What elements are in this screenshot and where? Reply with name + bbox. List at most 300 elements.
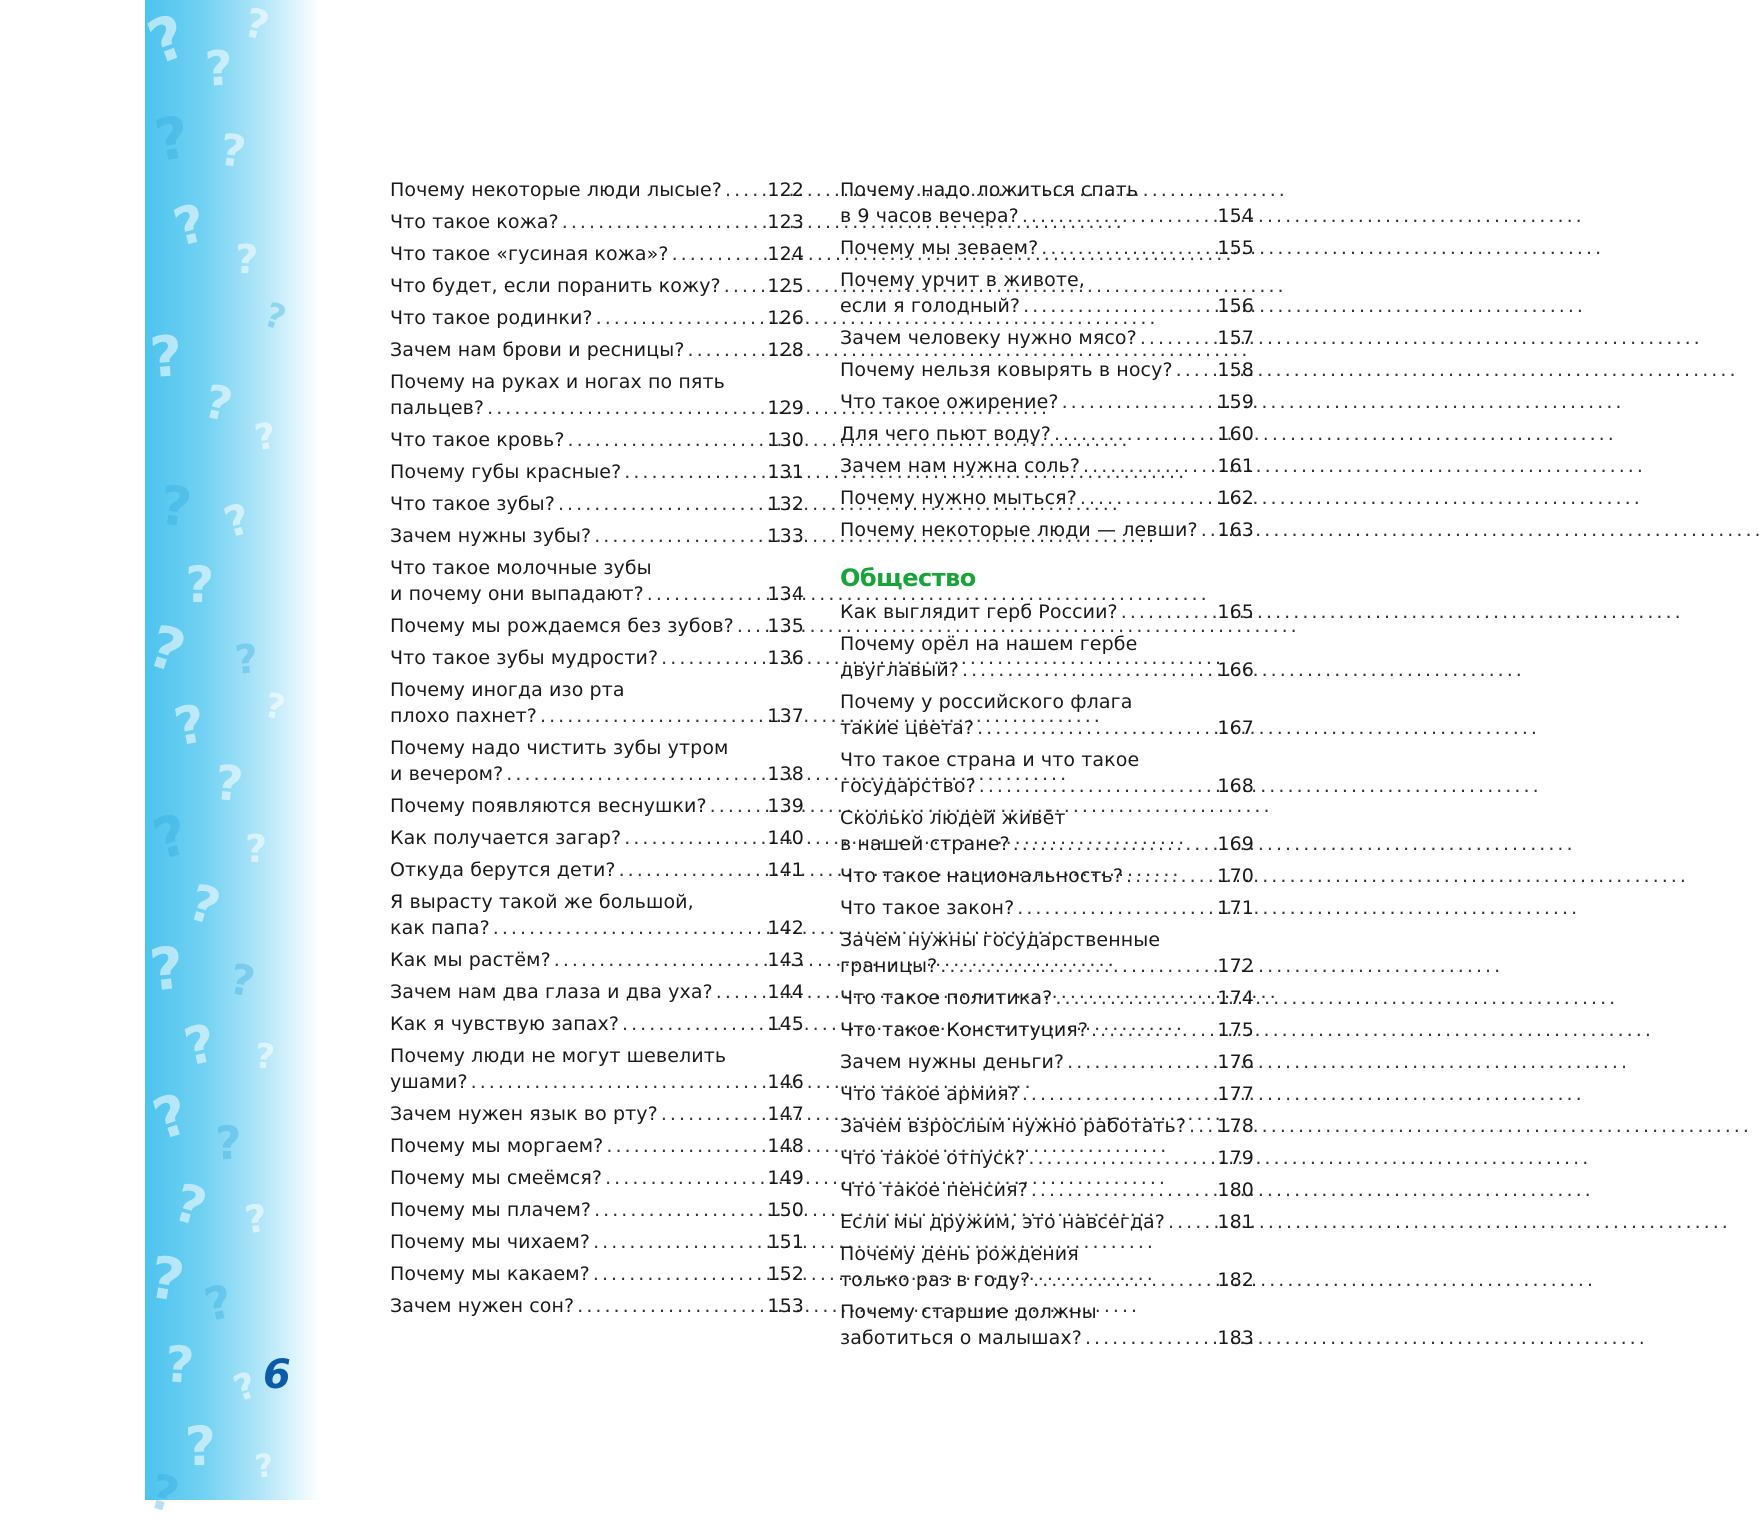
toc-entry[interactable]	[840, 927, 1254, 979]
toc-entry-title: Почему мы зеваем?	[840, 237, 1039, 259]
question-mark-icon: ?	[179, 1013, 222, 1079]
toc-entry-line	[840, 293, 1254, 319]
dot-leader	[1022, 1081, 1215, 1107]
dot-leader	[540, 703, 764, 729]
toc-entry[interactable]	[840, 389, 1254, 415]
toc-entry-title: Что такое зубы?	[390, 493, 555, 515]
toc-entry[interactable]	[390, 1229, 804, 1255]
dot-leader	[554, 947, 765, 973]
dot-leader	[1126, 863, 1214, 889]
question-mark-icon: ?	[163, 1335, 197, 1395]
question-mark-icon: ?	[203, 40, 235, 98]
toc-entry-title: Что такое «гусиная кожа»?	[390, 243, 669, 265]
toc-entry[interactable]	[840, 631, 1254, 683]
toc-entry[interactable]	[390, 273, 804, 299]
dot-leader	[737, 613, 765, 639]
toc-entry[interactable]	[390, 947, 804, 973]
toc-entry[interactable]	[390, 677, 804, 729]
toc-entry-page: 170	[1217, 865, 1254, 887]
question-mark-icon: ?	[143, 1463, 185, 1525]
toc-entry-line	[840, 421, 1254, 447]
toc-entry-page: 135	[767, 615, 804, 637]
toc-entry-title: Если мы дружим, это навсегда?	[840, 1211, 1165, 1233]
dot-leader	[1140, 325, 1215, 351]
toc-entry-page: 122	[767, 179, 804, 201]
section-title-society: Общество	[840, 564, 976, 592]
toc-entry[interactable]	[840, 421, 1254, 447]
dot-leader	[1189, 1113, 1214, 1139]
dot-leader	[594, 1197, 764, 1223]
question-mark-icon: ?	[139, 1, 196, 79]
dot-leader	[624, 459, 764, 485]
question-mark-icon: ?	[183, 1414, 218, 1479]
toc-entry[interactable]	[390, 241, 804, 267]
toc-entry-title-line: Почему орёл на нашем гербе	[840, 633, 1138, 655]
dot-leader	[725, 177, 764, 203]
toc-entry-line	[840, 985, 1254, 1011]
dot-leader	[493, 915, 765, 941]
toc-entry-title: Зачем нужен язык во рту?	[390, 1103, 658, 1125]
toc-entry-line	[840, 1049, 1254, 1075]
toc-entry-line	[390, 1011, 804, 1037]
toc-entry-title: плохо пахнет?	[390, 705, 537, 727]
toc-entry[interactable]	[390, 825, 804, 851]
toc-entry-page: 148	[767, 1135, 804, 1157]
toc-entry-page: 124	[767, 243, 804, 265]
toc-entry-title: Что будет, если поранить кожу?	[390, 275, 721, 297]
toc-entry-title: Почему мы моргаем?	[390, 1135, 604, 1157]
toc-entry[interactable]	[840, 485, 1254, 511]
toc-entry-page: 131	[767, 461, 804, 483]
toc-entry-line	[840, 895, 1254, 921]
toc-entry[interactable]	[390, 1261, 804, 1287]
toc-entry-title: Что такое отпуск?	[840, 1147, 1026, 1169]
toc-entry-line	[390, 305, 804, 331]
question-mark-icon: ?	[212, 754, 246, 814]
toc-entry-title-line: Почему надо чистить зубы утром	[390, 737, 729, 759]
toc-entry[interactable]	[390, 337, 804, 363]
toc-entry-title-line: Почему у российского флага	[840, 691, 1133, 713]
dot-leader	[1201, 517, 1215, 543]
dot-leader	[568, 427, 765, 453]
toc-entry-title: Как мы растём?	[390, 949, 551, 971]
toc-entry-page: 169	[1217, 833, 1254, 855]
toc-entry-title-line: Почему старшие должны	[840, 1301, 1097, 1323]
toc-entry-line	[840, 357, 1254, 383]
toc-entry-page: 162	[1217, 487, 1254, 509]
toc-entry[interactable]	[390, 1011, 804, 1037]
dot-leader	[1023, 293, 1214, 319]
toc-entry-line	[390, 1069, 804, 1095]
question-mark-icon: ?	[144, 1242, 190, 1316]
toc-entry-title: Что такое родинки?	[390, 307, 593, 329]
toc-entry-title-line: Я вырасту такой же большой,	[390, 891, 694, 913]
toc-entry[interactable]	[840, 325, 1254, 351]
toc-entry[interactable]	[840, 1299, 1254, 1351]
toc-entry-title: границы?	[840, 955, 938, 977]
toc-entry-page: 179	[1217, 1147, 1254, 1169]
question-mark-icon: ?	[147, 323, 185, 392]
toc-entry-line	[390, 645, 804, 671]
toc-entry-page: 158	[1217, 359, 1254, 381]
toc-entry[interactable]	[840, 1017, 1254, 1043]
dot-leader	[724, 273, 765, 299]
dot-leader	[1041, 235, 1214, 261]
toc-entry[interactable]	[840, 357, 1254, 383]
question-mark-icon: ?	[149, 102, 194, 176]
toc-entry[interactable]	[390, 1293, 804, 1319]
toc-entry-line	[840, 1325, 1254, 1351]
toc-entry-title-line: Что такое страна и что такое	[840, 749, 1140, 771]
dot-leader	[1083, 453, 1214, 479]
toc-entry-page: 126	[767, 307, 804, 329]
toc-entry-page: 145	[767, 1013, 804, 1035]
toc-entry-title: Что такое пенсия?	[840, 1179, 1028, 1201]
question-mark-icon: ?	[252, 1445, 277, 1487]
toc-entry[interactable]	[390, 555, 804, 607]
toc-entry-title: Почему нужно мыться?	[840, 487, 1077, 509]
toc-entry-page: 159	[1217, 391, 1254, 413]
toc-entry-line	[390, 703, 804, 729]
toc-entry[interactable]	[840, 235, 1254, 261]
dot-leader	[1176, 357, 1215, 383]
toc-entry-line	[840, 773, 1254, 799]
question-mark-icon: ?	[145, 1081, 197, 1154]
toc-entry[interactable]	[390, 793, 804, 819]
toc-entry-title: Зачем нужен сон?	[390, 1295, 575, 1317]
toc-entry-line	[390, 793, 804, 819]
toc-entry[interactable]	[840, 267, 1254, 319]
toc-entry[interactable]	[840, 1241, 1254, 1293]
toc-entry[interactable]	[840, 1081, 1254, 1107]
toc-entry-page: 150	[767, 1199, 804, 1221]
toc-entry-page: 130	[767, 429, 804, 451]
toc-entry-line	[840, 831, 1254, 857]
toc-entry-page: 166	[1217, 659, 1254, 681]
question-mark-icon: ?	[239, 0, 274, 51]
dot-leader	[940, 953, 1214, 979]
toc-entry-title: Что такое закон?	[840, 897, 1015, 919]
toc-entry-title: Что такое национальность?	[840, 865, 1124, 887]
dot-leader	[605, 1165, 764, 1191]
question-mark-icon: ?	[234, 236, 259, 284]
toc-entry[interactable]	[390, 209, 804, 235]
toc-entry-page: 137	[767, 705, 804, 727]
question-mark-icon: ?	[146, 933, 188, 1005]
dot-leader	[624, 825, 764, 851]
toc-entry-page: 138	[767, 763, 804, 785]
dot-leader	[688, 337, 765, 363]
toc-entry[interactable]	[390, 369, 804, 421]
toc-entry[interactable]	[840, 985, 1254, 1011]
toc-entry-line	[840, 1209, 1254, 1235]
toc-entry[interactable]	[840, 689, 1254, 741]
toc-entry[interactable]	[840, 805, 1254, 857]
toc-society-list	[840, 599, 1254, 1351]
dot-leader	[1033, 1267, 1214, 1293]
toc-entry-line	[840, 1145, 1254, 1171]
toc-entry-title: Зачем нужны деньги?	[840, 1051, 1065, 1073]
toc-entry-line	[840, 325, 1254, 351]
dot-leader	[1091, 1017, 1214, 1043]
toc-entry-page: 171	[1217, 897, 1254, 919]
toc-entry-page: 165	[1217, 601, 1254, 623]
dot-leader	[622, 1011, 764, 1037]
toc-entry-line	[390, 1293, 804, 1319]
dot-leader	[596, 305, 765, 331]
toc-entry-title: Почему нельзя ковырять в носу?	[840, 359, 1173, 381]
toc-entry[interactable]	[840, 1145, 1254, 1171]
toc-entry-title-line: Что такое молочные зубы	[390, 557, 652, 579]
toc-entry-page: 168	[1217, 775, 1254, 797]
toc-entry[interactable]	[840, 177, 1254, 229]
toc-entry-title: и вечером?	[390, 763, 504, 785]
toc-entry-title: Зачем нужны зубы?	[390, 525, 592, 547]
question-mark-icon: ?	[245, 827, 268, 871]
toc-entry[interactable]	[390, 177, 804, 203]
toc-entry-title: Почему мы плачем?	[390, 1199, 592, 1221]
toc-entry-title: Для чего пьют воду?	[840, 423, 1051, 445]
toc-entry-page: 178	[1217, 1115, 1254, 1137]
toc-entry-title: ушами?	[390, 1071, 468, 1093]
toc-entry-title: Почему некоторые люди лысые?	[390, 179, 722, 201]
question-mark-icon: ?	[259, 294, 291, 340]
toc-entry[interactable]	[840, 1209, 1254, 1235]
toc-entry-line	[390, 491, 804, 517]
toc-entry[interactable]	[840, 895, 1254, 921]
dot-leader	[562, 209, 765, 235]
toc-entry[interactable]	[840, 1049, 1254, 1075]
toc-entry-line	[390, 1165, 804, 1191]
toc-entry[interactable]	[390, 889, 804, 941]
toc-entry-title-line: Почему день рождения	[840, 1243, 1079, 1265]
question-mark-icon: ?	[156, 473, 196, 540]
toc-entry-line	[840, 1113, 1254, 1139]
toc-entry-line	[390, 523, 804, 549]
toc-entry-title: Что такое Конституция?	[840, 1019, 1089, 1041]
toc-entry[interactable]	[390, 459, 804, 485]
toc-entry[interactable]	[840, 599, 1254, 625]
toc-entry-page: 155	[1217, 237, 1254, 259]
toc-entry-page: 160	[1217, 423, 1254, 445]
toc-entry[interactable]	[390, 427, 804, 453]
question-mark-icon: ?	[216, 124, 250, 179]
dot-leader	[647, 581, 765, 607]
question-mark-icon: ?	[233, 636, 261, 684]
toc-entry-line	[390, 337, 804, 363]
toc-entry[interactable]	[390, 491, 804, 517]
toc-entry-page: 163	[1217, 519, 1254, 541]
toc-entry-line	[840, 1177, 1254, 1203]
dot-leader	[977, 715, 1214, 741]
toc-entry-page: 147	[767, 1103, 804, 1125]
toc-entry-title: Как я чувствую запах?	[390, 1013, 620, 1035]
toc-entry-title-line: Почему надо ложиться спать	[840, 179, 1139, 201]
toc-entry-line	[840, 715, 1254, 741]
toc-entry[interactable]	[390, 1165, 804, 1191]
toc-entry-line	[390, 241, 804, 267]
toc-entry-page: 180	[1217, 1179, 1254, 1201]
question-mark-icon: ?	[199, 1273, 238, 1333]
toc-entry-page: 136	[767, 647, 804, 669]
question-mark-icon: ?	[146, 801, 197, 874]
dot-leader	[487, 395, 764, 421]
toc-entry-line	[840, 389, 1254, 415]
toc-entry-title: и почему они выпадают?	[390, 583, 644, 605]
toc-entry[interactable]	[390, 613, 804, 639]
toc-entry-page: 174	[1217, 987, 1254, 1009]
toc-entry-page: 153	[767, 1295, 804, 1317]
toc-entry[interactable]	[390, 645, 804, 671]
toc-entry-title: в 9 часов вечера?	[840, 205, 1019, 227]
toc-entry[interactable]	[390, 735, 804, 787]
toc-entry-title: Что такое ожирение?	[840, 391, 1059, 413]
question-mark-icon: ?	[218, 493, 256, 548]
toc-entry-page: 133	[767, 525, 804, 547]
toc-entry-page: 154	[1217, 205, 1254, 227]
toc-entry-line	[390, 177, 804, 203]
toc-entry-page: 176	[1217, 1051, 1254, 1073]
toc-entry-page: 149	[767, 1167, 804, 1189]
toc-entry-page: 143	[767, 949, 804, 971]
toc-entry[interactable]	[840, 863, 1254, 889]
toc-entry-title: Как выглядит герб России?	[840, 601, 1118, 623]
toc-entry-page: 161	[1217, 455, 1254, 477]
toc-right-column	[840, 177, 1254, 1357]
question-mark-icon: ?	[167, 1173, 213, 1239]
toc-entry-title: двуглавый?	[840, 659, 959, 681]
toc-entry-line	[390, 825, 804, 851]
toc-entry-page: 128	[767, 339, 804, 361]
toc-left-column	[390, 177, 804, 1325]
toc-entry-page: 142	[767, 917, 804, 939]
toc-entry-title: Почему некоторые люди — левши?	[840, 519, 1198, 541]
question-mark-icon: ?	[199, 373, 238, 433]
toc-entry-title: Почему мы чихаем?	[390, 1231, 591, 1253]
toc-entry-line	[840, 599, 1254, 625]
toc-entry-title-line: Сколько людей живёт	[840, 807, 1066, 829]
toc-entry-title: Почему губы красные?	[390, 461, 622, 483]
toc-entry[interactable]	[390, 305, 804, 331]
dot-leader	[558, 491, 764, 517]
toc-entry-title: пальцев?	[390, 397, 485, 419]
toc-entry-line	[390, 915, 804, 941]
toc-entry[interactable]	[390, 1043, 804, 1095]
toc-entry-title-line: Почему люди не могут шевелить	[390, 1045, 727, 1067]
dot-leader	[1085, 1325, 1214, 1351]
toc-entry[interactable]	[390, 979, 804, 1005]
toc-entry-line	[840, 517, 1254, 543]
toc-entry[interactable]	[840, 517, 1254, 543]
toc-entry[interactable]	[390, 1133, 804, 1159]
toc-entry[interactable]	[390, 1197, 804, 1223]
toc-entry-title: Откуда берутся дети?	[390, 859, 616, 881]
toc-entry-title: Что такое кожа?	[390, 211, 559, 233]
toc-entry-line	[840, 485, 1254, 511]
toc-entry-line	[390, 1261, 804, 1287]
toc-entry-title: Зачем взрослым нужно работать?	[840, 1115, 1187, 1137]
toc-entry-line	[390, 1197, 804, 1223]
toc-entry[interactable]	[840, 1113, 1254, 1139]
toc-entry-line	[840, 657, 1254, 683]
toc-entry-title: Что такое кровь?	[390, 429, 565, 451]
question-mark-icon: ?	[167, 193, 213, 259]
toc-right-top-list	[840, 177, 1254, 543]
toc-entry-line	[390, 613, 804, 639]
toc-entry-page: 183	[1217, 1327, 1254, 1349]
toc-entry-page: 132	[767, 493, 804, 515]
toc-entry-line	[390, 395, 804, 421]
toc-entry-page: 172	[1217, 955, 1254, 977]
dot-leader	[1022, 203, 1215, 229]
toc-entry-line	[840, 863, 1254, 889]
toc-entry-page: 125	[767, 275, 804, 297]
dot-leader	[979, 773, 1215, 799]
question-mark-icon: ?	[251, 415, 280, 460]
toc-entry[interactable]	[840, 1177, 1254, 1203]
toc-entry-page: 144	[767, 981, 804, 1003]
toc-entry-title: Почему мы рождаемся без зубов?	[390, 615, 734, 637]
toc-entry-line	[840, 1081, 1254, 1107]
toc-entry-title: как папа?	[390, 917, 490, 939]
question-mark-icon: ?	[228, 1364, 262, 1411]
dot-leader	[619, 857, 765, 883]
toc-entry-page: 141	[767, 859, 804, 881]
toc-entry-line	[390, 857, 804, 883]
dot-leader	[506, 761, 764, 787]
dot-leader	[1031, 1177, 1215, 1203]
toc-entry-title: Что такое зубы мудрости?	[390, 647, 659, 669]
toc-entry[interactable]	[840, 453, 1254, 479]
toc-entry-page: 167	[1217, 717, 1254, 739]
toc-entry-line	[390, 273, 804, 299]
dot-leader	[672, 241, 765, 267]
toc-entry-title: если я голодный?	[840, 295, 1021, 317]
toc-entry[interactable]	[840, 747, 1254, 799]
dot-leader	[1028, 1145, 1214, 1171]
toc-entry-line	[840, 235, 1254, 261]
toc-entry-line	[390, 947, 804, 973]
toc-entry-line	[390, 1229, 804, 1255]
dot-leader	[593, 1261, 765, 1287]
toc-entry-line	[840, 1267, 1254, 1293]
dot-leader	[1168, 1209, 1214, 1235]
toc-entry-line	[390, 979, 804, 1005]
toc-entry-line	[840, 203, 1254, 229]
dot-leader	[710, 793, 765, 819]
toc-entry[interactable]	[390, 857, 804, 883]
toc-entry-page: 157	[1217, 327, 1254, 349]
toc-entry-page: 123	[767, 211, 804, 233]
toc-entry-title: Зачем нам два глаза и два уха?	[390, 981, 713, 1003]
toc-entry-title: Что такое армия?	[840, 1083, 1019, 1105]
dot-leader	[471, 1069, 765, 1095]
toc-entry-title: Почему появляются веснушки?	[390, 795, 707, 817]
toc-entry-title: Зачем человеку нужно мясо?	[840, 327, 1137, 349]
toc-entry[interactable]	[390, 523, 804, 549]
toc-entry-title: Почему мы какаем?	[390, 1263, 590, 1285]
toc-entry[interactable]	[390, 1101, 804, 1127]
dot-leader	[606, 1133, 764, 1159]
question-mark-icon: ?	[184, 555, 215, 615]
toc-entry-page: 182	[1217, 1269, 1254, 1291]
toc-entry-title: только раз в году?	[840, 1269, 1031, 1291]
toc-entry-line	[390, 427, 804, 453]
dot-leader	[661, 1101, 765, 1127]
toc-entry-title: такие цвета?	[840, 717, 975, 739]
dot-leader	[1055, 985, 1214, 1011]
toc-entry-title: заботиться о малышах?	[840, 1327, 1082, 1349]
